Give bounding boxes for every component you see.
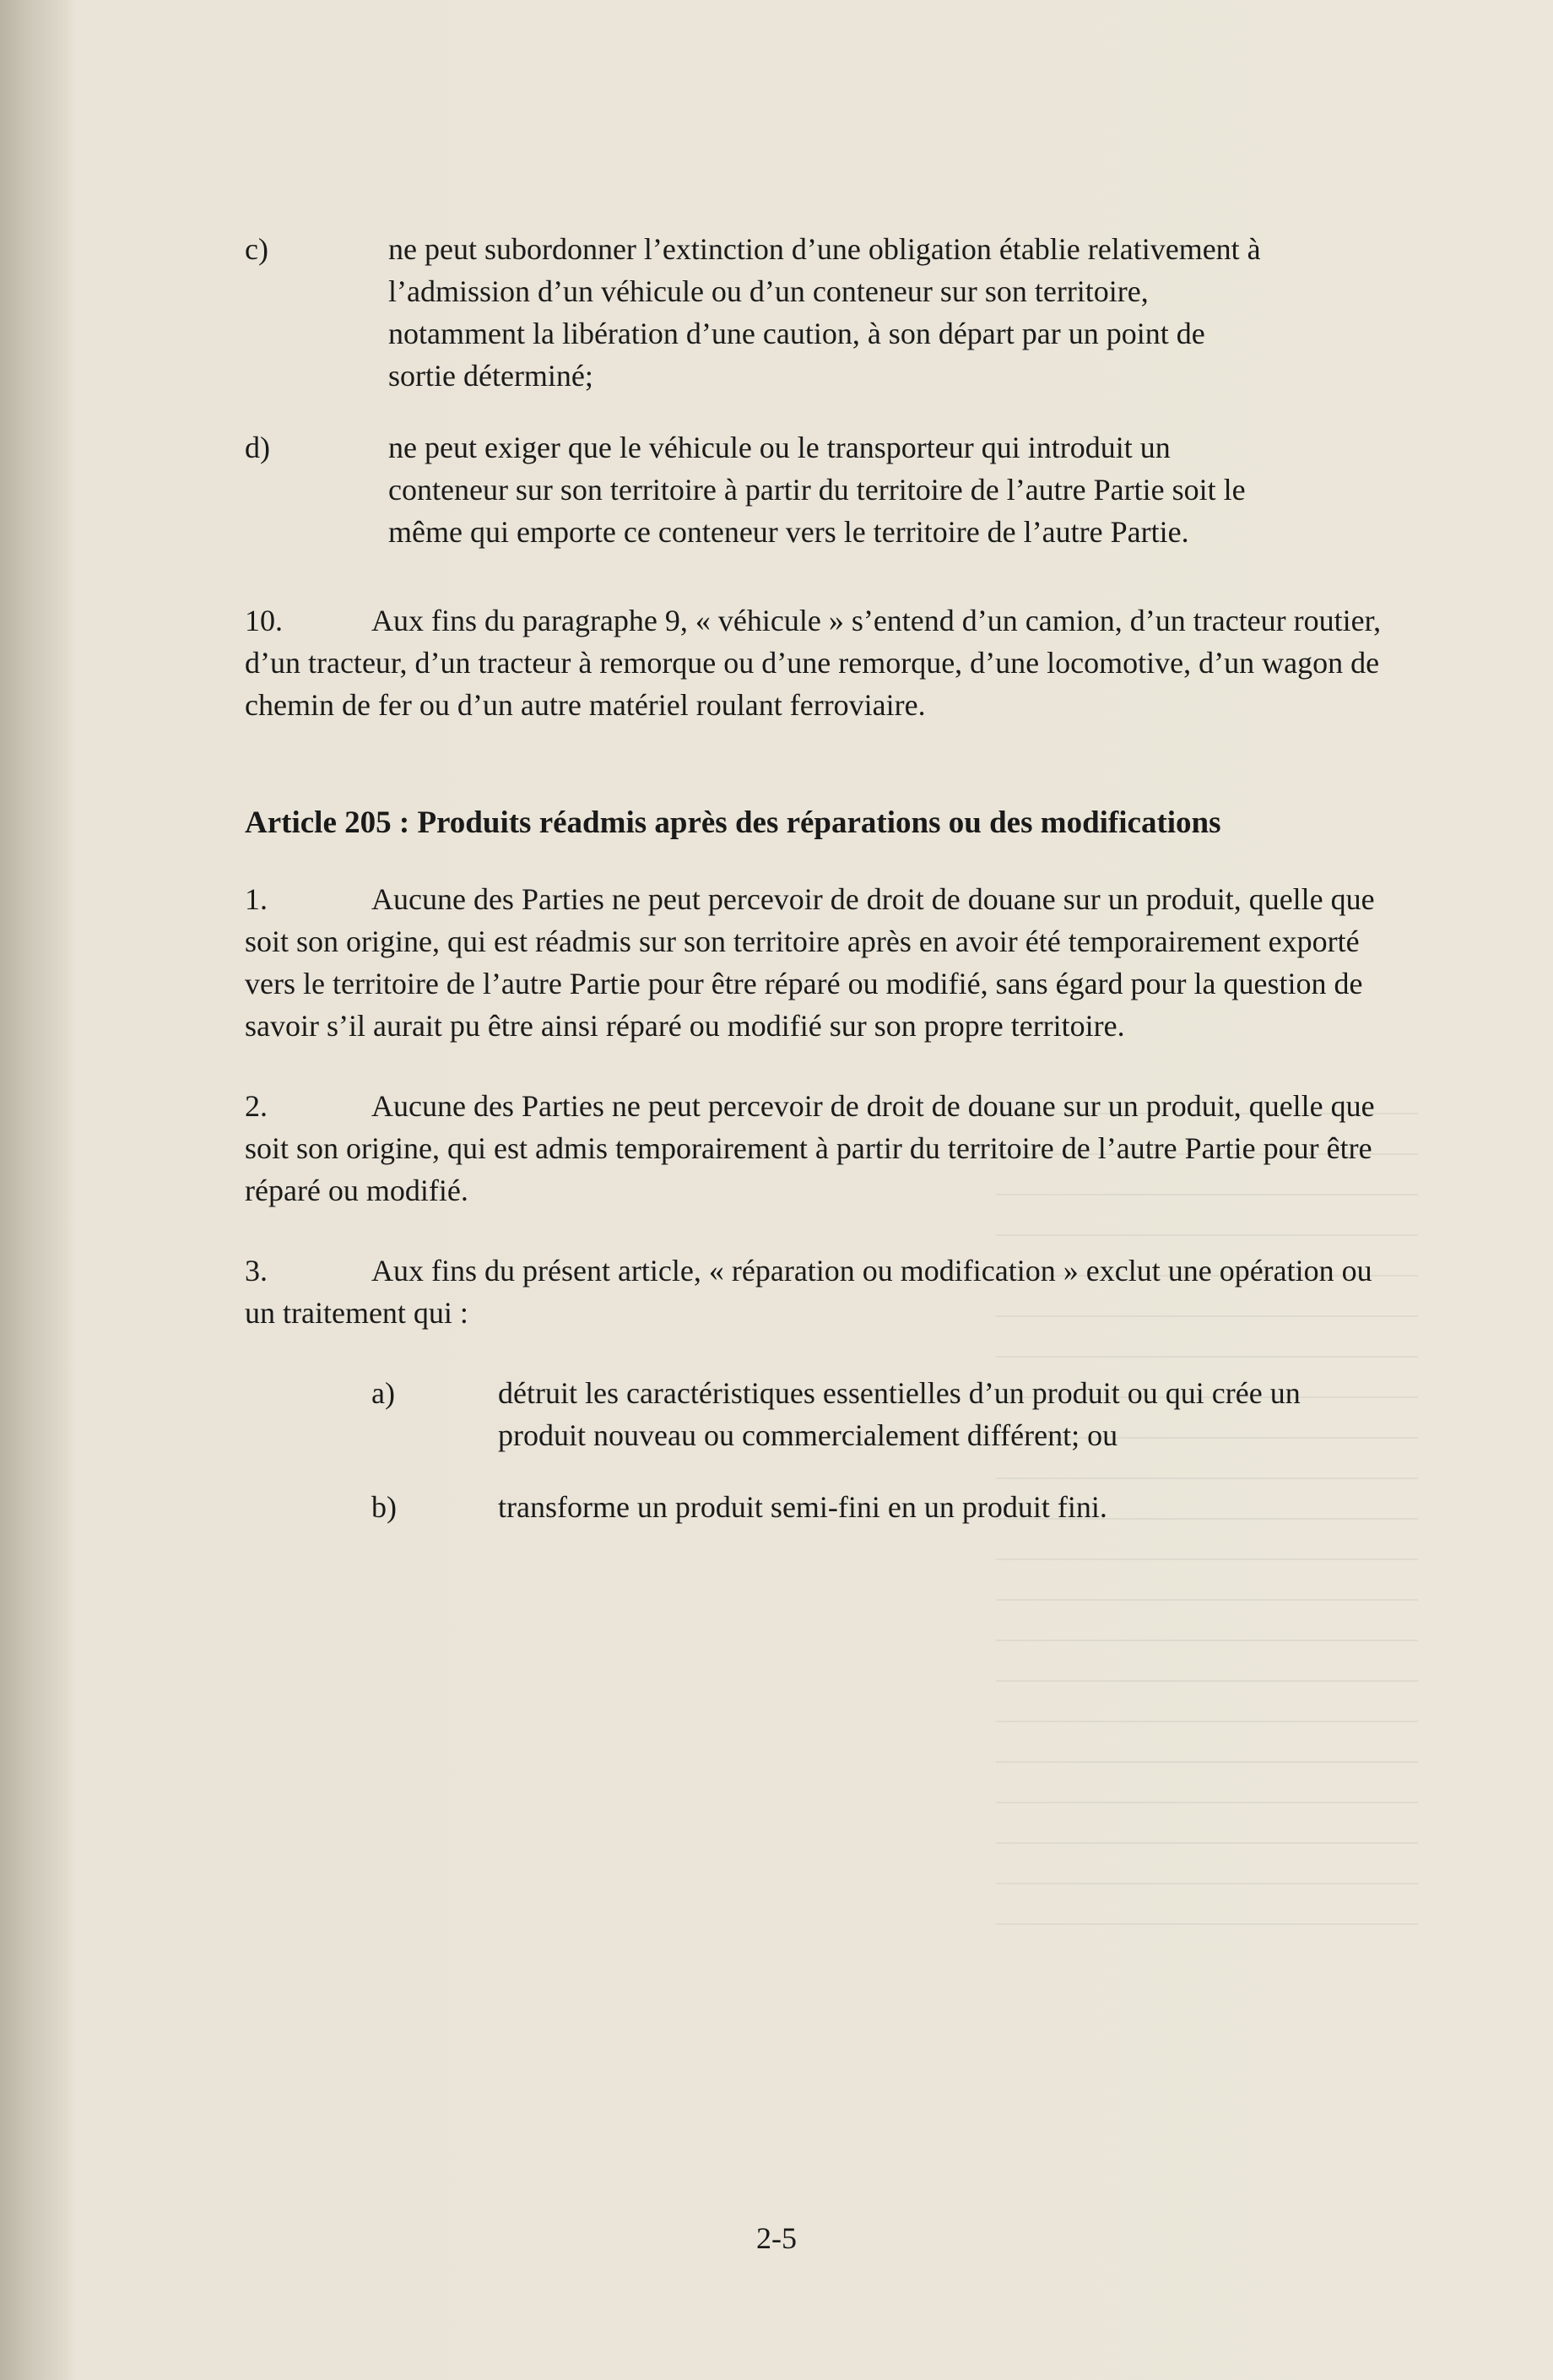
list-item-text: transforme un produit semi-fini en un produit fini. <box>498 1490 1107 1524</box>
page-content <box>245 228 1426 1528</box>
sub-item-a <box>371 1372 1393 1456</box>
article-heading: Article 205 : Produits réadmis après des réparations ou des modifications <box>245 805 1221 840</box>
paragraph-text: Aucune des Parties ne peut percevoir de droit de douane sur un produit, quelle que soit son origine, qui est réadmis sur son territoire après en avoir été temporairement exporté vers le territoire de l’autre Partie pour être réparé ou modifié, sans égard pour la question de savoir s’il aurait pu être ainsi réparé ou modifié sur son propre territoire. <box>245 882 1375 1043</box>
paragraph-text: Aux fins du paragraphe 9, « véhicule » s’entend d’un camion, d’un tracteur routier, d’un tracteur, d’un tracteur à remorque ou d’une remorque, d’une locomotive, d’un wagon de chemin de fer ou d’un autre matériel roulant ferroviaire. <box>245 604 1382 722</box>
paragraph-10 <box>245 599 1405 726</box>
book-gutter-shadow <box>0 0 76 2380</box>
sub-item-b <box>371 1486 1393 1528</box>
list-item-text: ne peut subordonner l’extinction d’une obligation établie relativement à l’admission d’un véhicule ou d’un conteneur sur son territoire, notamment la libération d’une caution, à son départ par un point de sortie déterminé; <box>388 232 1261 393</box>
list-item-c <box>245 228 1274 397</box>
page-number: 2-5 <box>756 2221 797 2255</box>
paragraph-number: 3. <box>245 1254 268 1288</box>
paragraph-number: 10. <box>245 604 283 637</box>
list-item-text: détruit les caractéristiques essentielles d’un produit ou qui crée un produit nouveau ou commercialement différent; ou <box>498 1376 1301 1452</box>
article-paragraph-3 <box>245 1250 1405 1334</box>
list-marker: d) <box>245 431 270 464</box>
list-marker: a) <box>371 1376 395 1410</box>
list-item-d <box>245 426 1274 553</box>
paragraph-number: 1. <box>245 882 268 916</box>
article-paragraph-2 <box>245 1085 1405 1212</box>
list-marker: c) <box>245 232 268 266</box>
list-marker: b) <box>371 1490 397 1524</box>
paragraph-number: 2. <box>245 1089 268 1123</box>
article-paragraph-1 <box>245 878 1405 1047</box>
paragraph-text: Aux fins du présent article, « réparation ou modification » exclut une opération ou un traitement qui : <box>245 1254 1372 1330</box>
list-item-text: ne peut exiger que le véhicule ou le transporteur qui introduit un conteneur sur son territoire à partir du territoire de l’autre Partie soit le même qui emporte ce conteneur vers le territoire de l’autre Partie. <box>388 431 1246 549</box>
paragraph-text: Aucune des Parties ne peut percevoir de droit de douane sur un produit, quelle que soit son origine, qui est admis temporairement à partir du territoire de l’autre Partie pour être réparé ou modifié. <box>245 1089 1375 1207</box>
